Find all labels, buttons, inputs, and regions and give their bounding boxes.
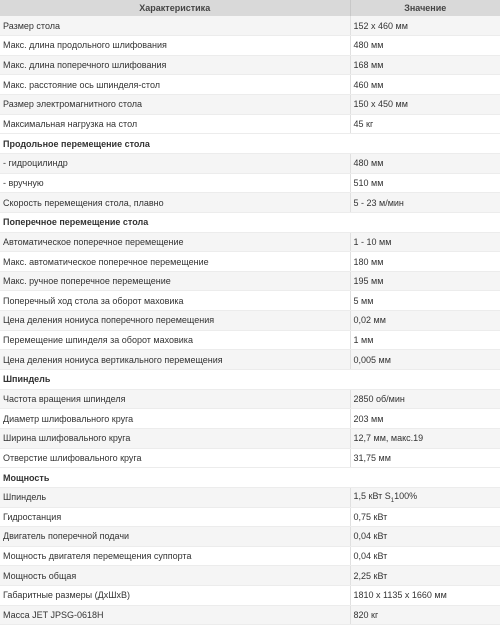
- characteristic-cell: Размер электромагнитного стола: [0, 95, 350, 115]
- section-title: Мощность: [0, 468, 500, 488]
- table-row: [0, 605, 500, 625]
- section-header: [0, 468, 500, 488]
- characteristic-cell: Поперечный ход стола за оборот маховика: [0, 291, 350, 311]
- table-row: [0, 75, 500, 95]
- value-cell: 460 мм: [350, 75, 500, 95]
- value-cell: 2,25 кВт: [350, 566, 500, 586]
- value-cell: 12,7 мм, макс.19: [350, 428, 500, 448]
- table-row: [0, 330, 500, 350]
- value-cell: 150 x 450 мм: [350, 95, 500, 115]
- characteristic-cell: Частота вращения шпинделя: [0, 389, 350, 409]
- table-row: [0, 311, 500, 331]
- characteristic-cell: Цена деления нониуса поперечного перемещения: [0, 311, 350, 331]
- characteristic-cell: Макс. автоматическое поперечное перемещение: [0, 252, 350, 272]
- characteristic-cell: Автоматическое поперечное перемещение: [0, 232, 350, 252]
- table-row: [0, 55, 500, 75]
- table-row: [0, 389, 500, 409]
- characteristic-cell: Мощность двигателя перемещения суппорта: [0, 546, 350, 566]
- value-cell: 2850 об/мин: [350, 389, 500, 409]
- table-row: [0, 487, 500, 507]
- value-cell: 480 мм: [350, 153, 500, 173]
- table-row: [0, 527, 500, 547]
- value-cell: 180 мм: [350, 252, 500, 272]
- section-header: [0, 370, 500, 390]
- section-title: Продольное перемещение стола: [0, 134, 500, 154]
- table-row: [0, 448, 500, 468]
- characteristic-cell: - гидроцилиндр: [0, 153, 350, 173]
- value-cell: 0,04 кВт: [350, 546, 500, 566]
- column-header-characteristic: Характеристика: [0, 0, 350, 16]
- value-tail: 100%: [394, 490, 418, 501]
- value-cell: 45 кг: [350, 114, 500, 134]
- section-title: Шпиндель: [0, 370, 500, 390]
- section-header: [0, 134, 500, 154]
- section-header: [0, 212, 500, 232]
- characteristic-cell: Максимальная нагрузка на стол: [0, 114, 350, 134]
- table-row: [0, 350, 500, 370]
- value-cell: 0,005 мм: [350, 350, 500, 370]
- value-cell: 203 мм: [350, 409, 500, 429]
- characteristic-cell: Гидростанция: [0, 507, 350, 527]
- table-row: [0, 36, 500, 56]
- value-cell: 1810 x 1135 x 1660 мм: [350, 586, 500, 606]
- characteristic-cell: Перемещение шпинделя за оборот маховика: [0, 330, 350, 350]
- value-cell: 510 мм: [350, 173, 500, 193]
- value-cell: 1 - 10 мм: [350, 232, 500, 252]
- characteristic-cell: Габаритные размеры (ДxШxВ): [0, 586, 350, 606]
- value-cell: [350, 487, 500, 507]
- table-row: [0, 428, 500, 448]
- value-cell: 0,75 кВт: [350, 507, 500, 527]
- value-cell: 5 - 23 м/мин: [350, 193, 500, 213]
- value-cell: 168 мм: [350, 55, 500, 75]
- value-cell: 5 мм: [350, 291, 500, 311]
- value-cell: 0,04 кВт: [350, 527, 500, 547]
- characteristic-cell: Шпиндель: [0, 487, 350, 507]
- characteristic-cell: Размер стола: [0, 16, 350, 36]
- value-cell: 1 мм: [350, 330, 500, 350]
- value-cell: 820 кг: [350, 605, 500, 625]
- value-cell: 195 мм: [350, 271, 500, 291]
- section-title: Поперечное перемещение стола: [0, 212, 500, 232]
- characteristic-cell: Цена деления нониуса вертикального перемещения: [0, 350, 350, 370]
- table-row: [0, 153, 500, 173]
- table-row: [0, 566, 500, 586]
- value-subscript: 1: [390, 497, 395, 504]
- characteristic-cell: Ширина шлифовального круга: [0, 428, 350, 448]
- characteristic-cell: Мощность общая: [0, 566, 350, 586]
- value-cell: 152 x 460 мм: [350, 16, 500, 36]
- characteristic-cell: Масса JET JPSG-0618H: [0, 605, 350, 625]
- characteristic-cell: - вручную: [0, 173, 350, 193]
- table-row: [0, 95, 500, 115]
- table-row: [0, 546, 500, 566]
- table-row: [0, 232, 500, 252]
- value-cell: 480 мм: [350, 36, 500, 56]
- table-row: [0, 409, 500, 429]
- characteristic-cell: Макс. ручное поперечное перемещение: [0, 271, 350, 291]
- characteristic-cell: Макс. длина продольного шлифования: [0, 36, 350, 56]
- characteristic-cell: Макс. расстояние ось шпинделя-стол: [0, 75, 350, 95]
- table-row: [0, 291, 500, 311]
- characteristic-cell: Отверстие шлифовального круга: [0, 448, 350, 468]
- table-row: [0, 507, 500, 527]
- column-header-value: Значение: [350, 0, 500, 16]
- table-row: [0, 271, 500, 291]
- table-row: [0, 16, 500, 36]
- characteristic-cell: Диаметр шлифовального круга: [0, 409, 350, 429]
- characteristic-cell: Макс. длина поперечного шлифования: [0, 55, 350, 75]
- table-row: [0, 173, 500, 193]
- table-header: [0, 0, 500, 16]
- value-cell: 31,75 мм: [350, 448, 500, 468]
- table-row: [0, 252, 500, 272]
- characteristic-cell: Скорость перемещения стола, плавно: [0, 193, 350, 213]
- characteristic-cell: Двигатель поперечной подачи: [0, 527, 350, 547]
- table-row: [0, 114, 500, 134]
- value-cell: 0,02 мм: [350, 311, 500, 331]
- table-body: [0, 16, 500, 625]
- table-row: [0, 586, 500, 606]
- table-row: [0, 193, 500, 213]
- value-main: 1,5 кВт S: [353, 490, 391, 501]
